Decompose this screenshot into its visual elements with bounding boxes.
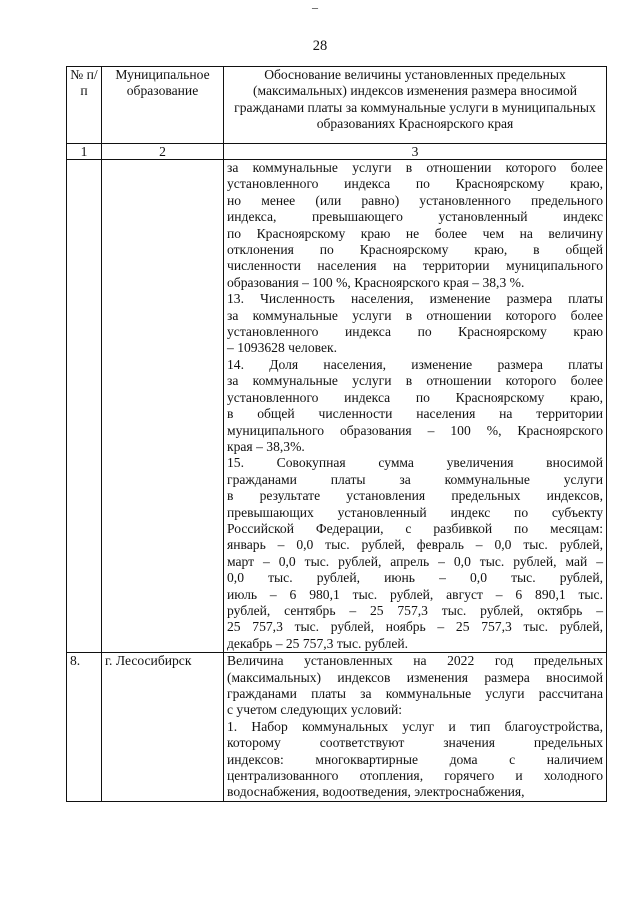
text-line: 13. Численность населения, изменение размера платы: [227, 291, 603, 307]
text-line: Российской Федерации, с разбивкой по месяцам:: [227, 520, 603, 536]
text-line: гражданами платы за коммунальные услуги рассчитана: [227, 686, 603, 701]
text-line: индекса, превышающего установленный индекс: [227, 209, 603, 225]
column-number-3: 3: [224, 144, 607, 160]
text-line: установленного индекса по Красноярскому краю: [227, 324, 603, 340]
text-line: рублей, сентябрь – 25 757,3 тыс. рублей, октябрь –: [227, 602, 603, 618]
text-line: гражданами платы за коммунальные услуги: [227, 471, 603, 487]
text-line: 1. Набор коммунальных услуг и тип благоустройства,: [227, 718, 603, 734]
top-mark: –: [312, 0, 318, 14]
text-line: в результате установления предельных индексов,: [227, 488, 603, 504]
text-line: которому соответствуют значения предельных: [227, 735, 603, 751]
row-municipality: [102, 160, 224, 653]
text-line: отклонения по Красноярскому краю, в общей: [227, 242, 603, 258]
column-number-row: [67, 144, 607, 160]
text-line: но менее (или равно) установленного предельного: [227, 192, 603, 208]
page-number: 28: [312, 38, 328, 54]
row-municipality: г. Лесосибирск: [102, 653, 224, 802]
text-line: Величина установленных на 2022 год предельных: [227, 653, 603, 669]
text-line: централизованного отопления, горячего и холодного: [227, 768, 603, 784]
header-justification: Обоснование величины установленных предельных (максимальных) индексов изменения размера вносимой гражданами платы за коммунальные услуги в муниципальных образованиях Красноярского края: [224, 67, 607, 144]
text-line: за коммунальные услуги в отношении которого более: [227, 373, 603, 389]
text-line: края – 38,3%.: [227, 438, 305, 454]
column-number-2: 2: [102, 144, 224, 160]
text-line: – 1093628 человек.: [227, 340, 337, 356]
document-table: [66, 66, 607, 802]
text-line: (максимальных) индексов изменения размера вносимой: [227, 669, 603, 685]
row-8-content: [227, 653, 603, 801]
text-line: превышающих установленный индекс по субъекту: [227, 504, 603, 520]
text-line: 25 757,3 тыс. рублей, ноябрь – 25 757,3 тыс. рублей,: [227, 619, 603, 635]
text-line: образования – 100 %, Красноярского края – 38,3 %.: [227, 274, 525, 290]
text-line: за коммунальные услуги в отношении которого более: [227, 160, 603, 175]
table-row: [67, 653, 607, 802]
text-line: 0,0 тыс. рублей, июнь – 0,0 тыс. рублей,: [227, 570, 603, 586]
text-line: за коммунальные услуги в отношении которого более: [227, 307, 603, 323]
text-line: водоснабжения, водоотведения, электроснабжения,: [227, 784, 525, 800]
paragraph: [227, 291, 603, 357]
column-number-1: 1: [67, 144, 102, 160]
continued-content: [227, 160, 603, 652]
text-line: 15. Совокупная сумма увеличения вносимой: [227, 455, 603, 471]
paragraph: [227, 653, 603, 719]
text-line: март – 0,0 тыс. рублей, апрель – 0,0 тыс. рублей, май –: [227, 553, 603, 569]
paragraph: [227, 160, 603, 291]
header-row: [67, 67, 607, 144]
text-line: с учетом следующих условий:: [227, 702, 403, 718]
row-justification: [224, 653, 607, 802]
text-line: июль – 6 980,1 тыс. рублей, август – 6 890,1 тыс.: [227, 586, 603, 602]
text-line: в общей численности населения на территории: [227, 406, 603, 422]
text-line: январь – 0,0 тыс. рублей, февраль – 0,0 тыс. рублей,: [227, 537, 603, 553]
text-line: декабрь – 25 757,3 тыс. рублей.: [227, 635, 409, 651]
header-municipality: Муниципальное образование: [102, 67, 224, 144]
text-line: 14. Доля населения, изменение размера платы: [227, 356, 603, 372]
header-number: № п/п: [67, 67, 102, 144]
table-row: [67, 160, 607, 653]
row-justification: [224, 160, 607, 653]
paragraph: [227, 357, 603, 455]
text-line: муниципального образования – 100 %, Красноярского: [227, 422, 603, 438]
text-line: установленного индекса по Красноярскому краю,: [227, 176, 603, 192]
text-line: индексов: многоквартирные дома с наличием: [227, 751, 603, 767]
text-line: установленного индекса по Красноярскому краю,: [227, 389, 603, 405]
paragraph: [227, 719, 603, 801]
paragraph: [227, 455, 603, 652]
text-line: по Красноярскому краю не более чем на величину: [227, 225, 603, 241]
row-number: [67, 160, 102, 653]
text-line: численности населения на территории муниципального: [227, 258, 603, 274]
row-number: 8.: [67, 653, 102, 802]
